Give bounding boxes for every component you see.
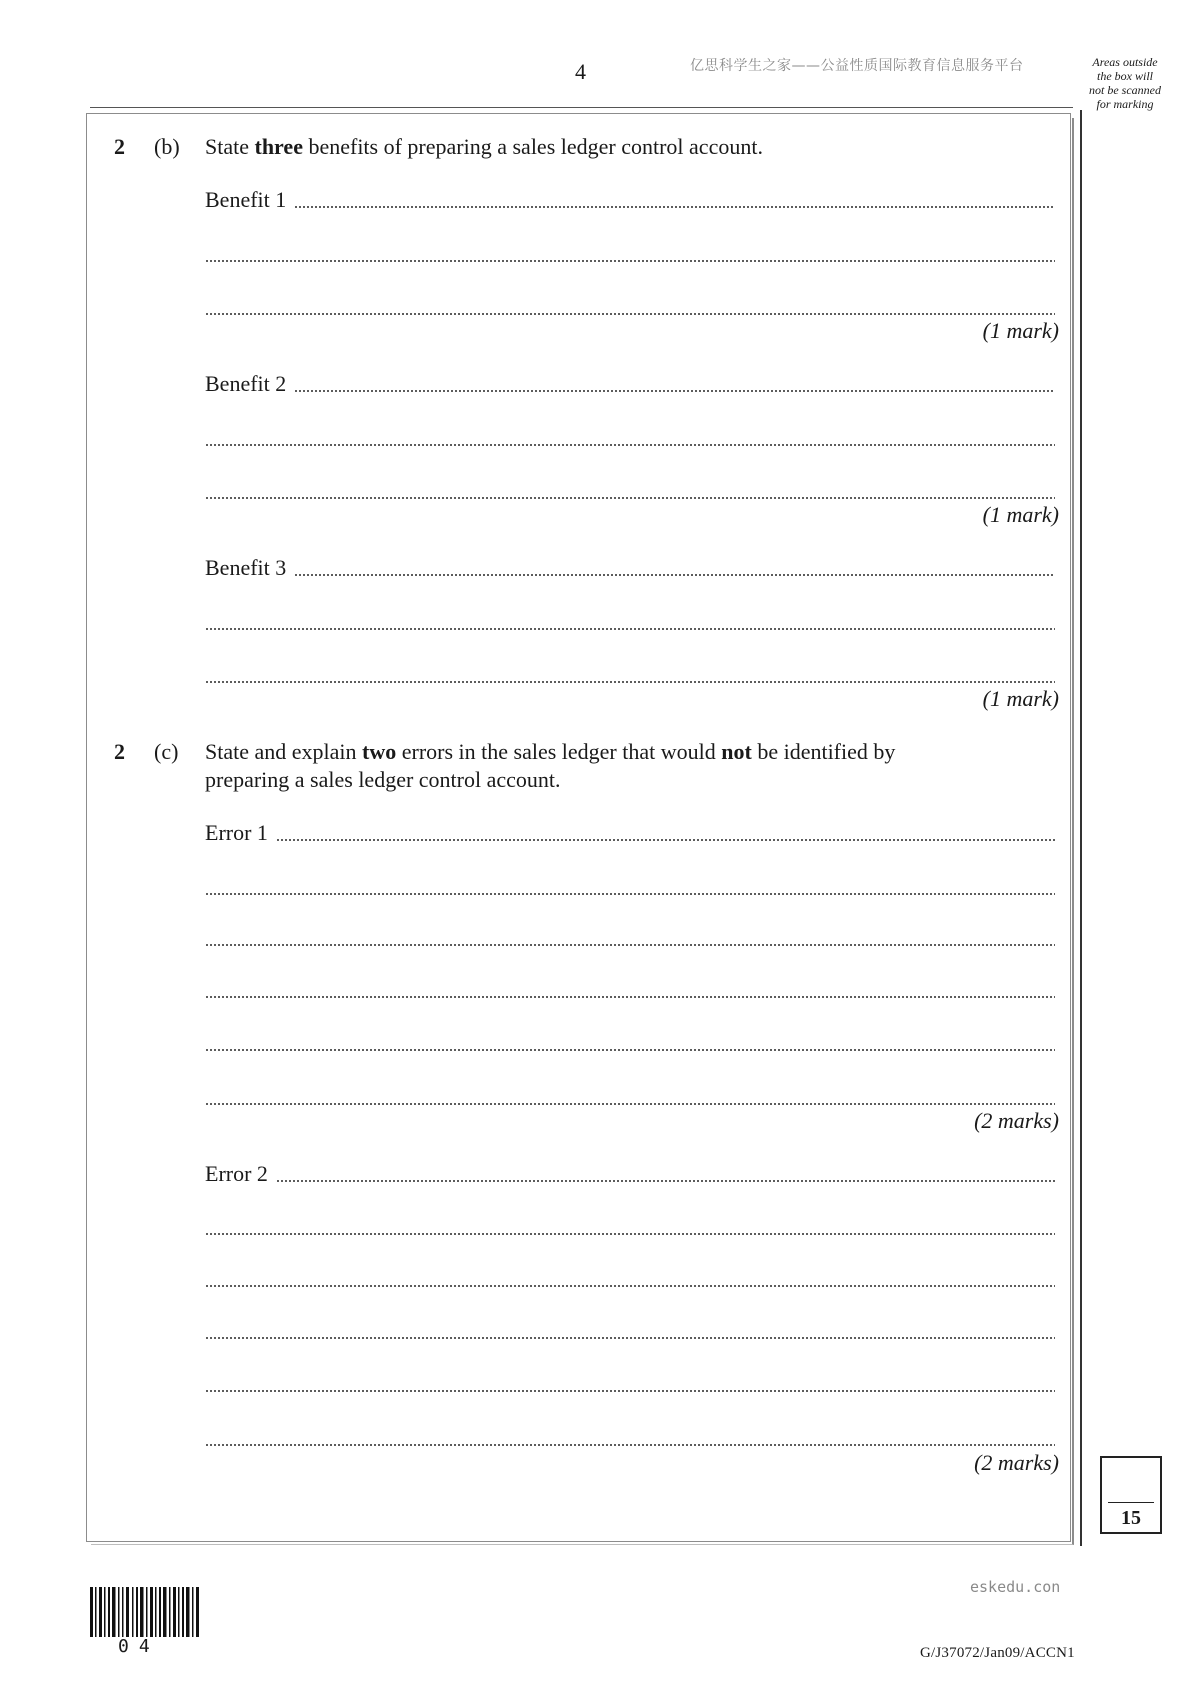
answer-line[interactable] bbox=[205, 820, 1055, 846]
answer-line[interactable] bbox=[205, 555, 1055, 581]
answer-line[interactable] bbox=[205, 294, 1055, 320]
answer-line[interactable] bbox=[205, 478, 1055, 504]
dotted-line bbox=[205, 628, 1055, 630]
margin-note-line: Areas outside bbox=[1092, 55, 1158, 69]
answer-label: Error 2 bbox=[205, 1161, 268, 1186]
dotted-line bbox=[205, 1103, 1055, 1105]
margin-note bbox=[1078, 55, 1172, 111]
answer-line[interactable] bbox=[205, 662, 1055, 688]
dotted-line bbox=[205, 681, 1055, 683]
prompt-emphasis: not bbox=[721, 739, 752, 764]
dotted-line bbox=[276, 1180, 1055, 1182]
dotted-line bbox=[294, 206, 1055, 208]
question-number: 2 bbox=[114, 739, 125, 764]
question-part-label: (c) bbox=[154, 739, 179, 764]
dotted-line bbox=[205, 1285, 1055, 1287]
answer-line[interactable] bbox=[205, 1084, 1055, 1110]
marks-label: (2 marks) bbox=[974, 1108, 1059, 1133]
answer-line[interactable] bbox=[205, 925, 1055, 951]
marks-label: (1 mark) bbox=[982, 318, 1059, 343]
answer-line[interactable] bbox=[205, 1371, 1055, 1397]
dotted-line bbox=[205, 1444, 1055, 1446]
answer-line[interactable] bbox=[205, 1266, 1055, 1292]
answer-line[interactable] bbox=[205, 1425, 1055, 1451]
margin-note-line: not be scanned bbox=[1089, 83, 1161, 97]
dotted-line bbox=[205, 313, 1055, 315]
prompt-text: be identified by bbox=[751, 739, 896, 764]
dotted-line bbox=[205, 944, 1055, 946]
answer-line[interactable] bbox=[205, 1214, 1055, 1240]
score-box bbox=[1100, 1456, 1162, 1534]
barcode-number: 04 bbox=[118, 1636, 160, 1657]
question-part-label: (b) bbox=[154, 134, 180, 159]
question-prompt bbox=[205, 133, 1045, 161]
dotted-line bbox=[205, 1390, 1055, 1392]
barcode-icon bbox=[90, 1587, 200, 1637]
dotted-line bbox=[205, 1233, 1055, 1235]
answer-label: Benefit 2 bbox=[205, 371, 287, 396]
score-total: 15 bbox=[1121, 1507, 1141, 1529]
prompt-text: errors in the sales ledger that would bbox=[396, 739, 722, 764]
dotted-line bbox=[205, 893, 1055, 895]
marks-label: (1 mark) bbox=[982, 502, 1059, 527]
margin-divider bbox=[1080, 110, 1082, 1546]
dotted-line bbox=[205, 1337, 1055, 1339]
prompt-text: benefits of preparing a sales ledger control account. bbox=[302, 134, 763, 159]
dotted-line bbox=[294, 574, 1055, 576]
footer-watermark: eskedu.con bbox=[970, 1578, 1061, 1596]
header-watermark: 亿思科学生之家——公益性质国际教育信息服务平台 bbox=[690, 58, 1024, 74]
dotted-line bbox=[205, 996, 1055, 998]
answer-label: Benefit 1 bbox=[205, 187, 287, 212]
dotted-line bbox=[205, 497, 1055, 499]
paper-reference: G/J37072/Jan09/ACCN1 bbox=[920, 1645, 1075, 1661]
prompt-emphasis: three bbox=[254, 134, 303, 159]
dotted-line bbox=[205, 1049, 1055, 1051]
answer-line[interactable] bbox=[205, 1030, 1055, 1056]
answer-line[interactable] bbox=[205, 425, 1055, 451]
answer-line[interactable] bbox=[205, 1318, 1055, 1344]
marks-label: (2 marks) bbox=[974, 1450, 1059, 1475]
dotted-line bbox=[205, 444, 1055, 446]
prompt-text: State and explain bbox=[205, 739, 363, 764]
answer-line[interactable] bbox=[205, 1161, 1055, 1187]
prompt-line bbox=[205, 738, 1045, 766]
question-prompt bbox=[205, 738, 1045, 794]
prompt-emphasis: two bbox=[362, 739, 397, 764]
top-divider bbox=[90, 107, 1073, 108]
dotted-line bbox=[294, 390, 1055, 392]
question-number: 2 bbox=[114, 134, 125, 159]
margin-note-line: the box will bbox=[1097, 69, 1153, 83]
answer-label: Benefit 3 bbox=[205, 555, 287, 580]
answer-line[interactable] bbox=[205, 371, 1055, 397]
answer-line[interactable] bbox=[205, 241, 1055, 267]
answer-label: Error 1 bbox=[205, 820, 268, 845]
answer-line[interactable] bbox=[205, 977, 1055, 1003]
dotted-line bbox=[276, 839, 1055, 841]
margin-note-line: for marking bbox=[1096, 97, 1154, 111]
score-divider bbox=[1108, 1502, 1154, 1503]
prompt-text: State bbox=[205, 134, 255, 159]
page-number: 4 bbox=[575, 59, 586, 84]
prompt-line: preparing a sales ledger control account. bbox=[205, 767, 561, 792]
answer-line[interactable] bbox=[205, 187, 1055, 213]
marks-label: (1 mark) bbox=[982, 686, 1059, 711]
dotted-line bbox=[205, 260, 1055, 262]
answer-line[interactable] bbox=[205, 609, 1055, 635]
answer-line[interactable] bbox=[205, 874, 1055, 900]
